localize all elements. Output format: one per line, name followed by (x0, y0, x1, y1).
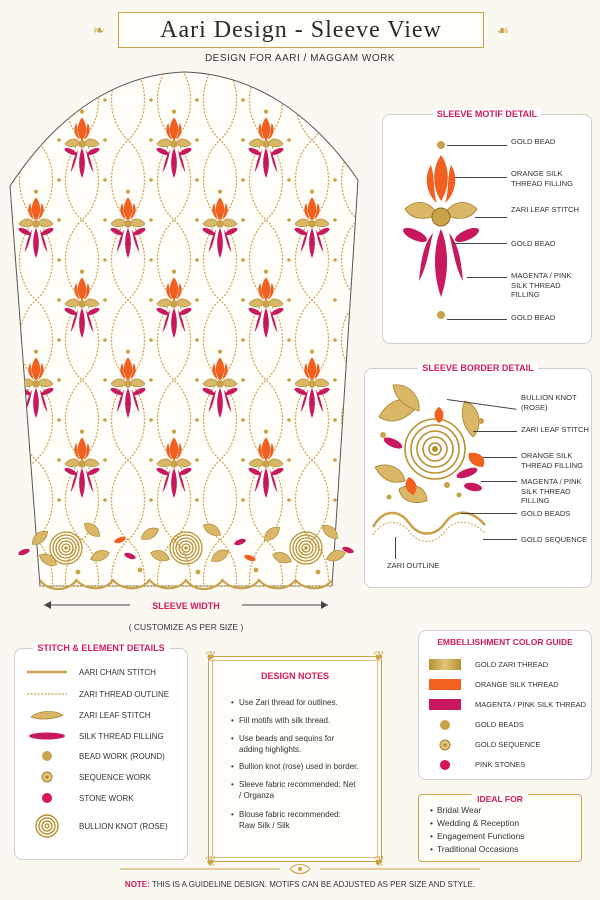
scatter-bead (57, 498, 61, 502)
border-detail-title: SLEEVE BORDER DETAIL (418, 363, 537, 373)
scatter-bead (333, 258, 337, 262)
scatter-bead (57, 338, 61, 342)
motif-label-orange-silk: ORANGE SILK THREAD FILLING (511, 169, 574, 188)
note-item: • Use beads and sequins for adding highlights. (239, 733, 359, 755)
scatter-bead (195, 298, 199, 302)
legend-label-silk: SILK THREAD FILLING (79, 731, 164, 741)
motif-label-zari-leaf: ZARI LEAF STITCH (511, 205, 579, 214)
design-notes-panel (205, 648, 385, 869)
border-bead (254, 568, 259, 573)
scatter-bead (287, 378, 291, 382)
scatter-bead (57, 298, 61, 302)
legend-label-chain: AARI CHAIN STITCH (79, 667, 156, 677)
gold-bead-icon (439, 719, 451, 731)
legend-row-leaf (27, 708, 151, 722)
scatter-bead (241, 418, 245, 422)
footer-divider (120, 862, 480, 876)
scatter-bead (241, 178, 245, 182)
scatter-bead (149, 98, 153, 102)
border-label-magenta-silk: MAGENTA / PINK SILK THREAD FILLING (521, 477, 582, 505)
scatter-bead (103, 498, 107, 502)
scatter-bead (57, 218, 61, 222)
scatter-bead (103, 298, 107, 302)
color-row-pink-stones (429, 759, 525, 770)
sleeve-illustration (0, 60, 370, 620)
border-label-zari-outline: ZARI OUTLINE (387, 561, 440, 570)
sequence-icon (41, 771, 53, 783)
scatter-bead (333, 178, 337, 182)
scatter-bead (149, 218, 153, 222)
color-row-gold-sequence (429, 739, 540, 750)
page-title: Aari Design - Sleeve View (160, 16, 442, 43)
scatter-bead (57, 138, 61, 142)
scatter-bead (287, 218, 291, 222)
chain-stitch-icon (27, 668, 67, 676)
title-box (93, 12, 509, 48)
scatter-bead (287, 298, 291, 302)
footer-note-label: NOTE: (124, 880, 150, 889)
scatter-bead (149, 498, 153, 502)
scatter-bead (287, 98, 291, 102)
legend-row-bead (27, 749, 165, 763)
motif-detail-title: SLEEVE MOTIF DETAIL (433, 109, 541, 119)
stone-icon (41, 792, 53, 804)
flourish-right-icon: ☙ (496, 21, 509, 38)
bullion-knot-icon (34, 813, 60, 839)
scatter-bead (287, 178, 291, 182)
scatter-bead (103, 98, 107, 102)
scatter-bead (57, 178, 61, 182)
note-item: • Fill motifs with silk thread. (239, 715, 359, 726)
motif-label-gold-bead-bottom: GOLD BEAD (511, 313, 556, 322)
scatter-bead (333, 378, 337, 382)
scatter-bead (149, 338, 153, 342)
gold-zari-swatch (429, 659, 461, 670)
color-guide-panel (418, 630, 592, 780)
note-item: • Blouse fabric recommended: Raw Silk / Silk (239, 809, 359, 831)
scatter-bead (57, 258, 61, 262)
scatter-bead (149, 298, 153, 302)
corner-flourish-icon: ❦ (373, 648, 385, 664)
scatter-bead (149, 178, 153, 182)
ideal-for-panel (418, 794, 582, 862)
legend-row-bullion (27, 813, 168, 839)
border-detail-panel (364, 363, 592, 588)
scatter-bead (241, 258, 245, 262)
note-item: • Bullion knot (rose) used in border. (239, 761, 359, 772)
scatter-bead (195, 218, 199, 222)
sleeve-width-label: SLEEVE WIDTH (130, 601, 242, 611)
note-item: • Sleeve fabric recommended: Net / Organza (239, 779, 359, 801)
stone-icon (439, 759, 451, 771)
scatter-bead (103, 258, 107, 262)
scatter-bead (195, 338, 199, 342)
gold-bead-icon (41, 750, 53, 762)
legend-label-bullion: BULLION KNOT (ROSE) (79, 821, 168, 831)
border-bead (76, 570, 81, 575)
stitch-details-panel (14, 643, 188, 860)
scatter-bead (103, 138, 107, 142)
note-item: • Use Zari thread for outlines. (239, 697, 359, 708)
ideal-item: • Wedding & Reception (437, 818, 519, 828)
border-bead (316, 570, 321, 575)
color-row-magenta (429, 699, 586, 710)
scatter-bead (241, 298, 245, 302)
color-label: ORANGE SILK THREAD (475, 680, 559, 689)
legend-row-stone (27, 791, 134, 805)
scatter-bead (103, 378, 107, 382)
border-label-orange-silk: ORANGE SILK THREAD FILLING (521, 451, 584, 470)
scatter-bead (103, 178, 107, 182)
color-row-orange (429, 679, 559, 690)
legend-label-leaf: ZARI LEAF STITCH (79, 710, 151, 720)
scatter-bead (287, 338, 291, 342)
sequence-icon (439, 739, 451, 751)
scatter-bead (103, 418, 107, 422)
scatter-bead (57, 98, 61, 102)
scatter-bead (57, 418, 61, 422)
scatter-bead (149, 378, 153, 382)
ideal-item: • Bridal Wear (437, 805, 481, 815)
border-label-zari-leaf: ZARI LEAF STITCH (521, 425, 589, 434)
scatter-bead (195, 378, 199, 382)
motif-label-gold-bead-top: GOLD BEAD (511, 137, 556, 146)
motif-detail-illustration (393, 137, 489, 337)
corner-flourish-icon: ❦ (205, 648, 217, 664)
scatter-bead (195, 458, 199, 462)
scatter-bead (149, 138, 153, 142)
legend-label-stone: STONE WORK (79, 793, 134, 803)
scatter-bead (333, 458, 337, 462)
scatter-bead (333, 338, 337, 342)
scatter-bead (57, 378, 61, 382)
border-bead (196, 570, 201, 575)
scatter-bead (287, 458, 291, 462)
scatter-bead (195, 258, 199, 262)
page-subtitle: DESIGN FOR AARI / MAGGAM WORK (204, 53, 396, 64)
stitch-details-title: STITCH & ELEMENT DETAILS (33, 643, 168, 653)
motif-label-magenta-silk: MAGENTA / PINK SILK THREAD FILLING (511, 271, 572, 299)
design-notes-title: DESIGN NOTES (260, 671, 329, 681)
color-label: GOLD BEADS (475, 720, 524, 729)
ideal-item: • Engagement Functions (437, 831, 524, 841)
scatter-bead (103, 458, 107, 462)
motif-label-gold-bead-mid: GOLD BEAD (511, 239, 556, 248)
scatter-bead (241, 458, 245, 462)
scatter-bead (241, 218, 245, 222)
legend-row-outline (27, 687, 169, 701)
corner-flourish-icon: ❦ (373, 853, 385, 869)
color-label: MAGENTA / PINK SILK THREAD (475, 700, 586, 709)
scatter-bead (149, 458, 153, 462)
scatter-bead (333, 98, 337, 102)
scatter-bead (195, 98, 199, 102)
sleeve-width-note: ( CUSTOMIZE AS PER SIZE ) (128, 622, 244, 632)
scatter-bead (103, 218, 107, 222)
corner-flourish-icon: ❦ (205, 853, 217, 869)
border-bead (138, 568, 143, 573)
scatter-bead (287, 138, 291, 142)
scatter-bead (241, 378, 245, 382)
scatter-bead (287, 258, 291, 262)
orange-silk-swatch (429, 679, 461, 690)
zari-leaf-icon (27, 709, 67, 721)
ideal-item: • Traditional Occasions (437, 844, 518, 854)
scatter-bead (333, 218, 337, 222)
scatter-bead (333, 298, 337, 302)
zari-outline-icon (27, 690, 67, 698)
color-label: GOLD SEQUENCE (475, 740, 541, 749)
border-silk-petal (17, 548, 30, 557)
silk-filling-icon (27, 731, 67, 741)
border-label-gold-beads: GOLD BEADS (521, 509, 571, 518)
footer-note-text: THIS IS A GUIDELINE DESIGN. MOTIFS CAN BE ADJUSTED AS PER SIZE AND STYLE. (151, 880, 476, 889)
border-label-bullion-knot: BULLION KNOT (ROSE) (521, 393, 577, 412)
scatter-bead (241, 98, 245, 102)
legend-label-sequence: SEQUENCE WORK (79, 772, 152, 782)
scatter-bead (333, 138, 337, 142)
lattice-line (0, 60, 7, 620)
scatter-bead (195, 498, 199, 502)
scatter-bead (241, 338, 245, 342)
legend-row-silk (27, 729, 164, 743)
color-guide-title: EMBELLISHMENT COLOR GUIDE (437, 637, 573, 647)
flourish-left-icon: ❧ (93, 21, 105, 38)
legend-row-chain (27, 665, 156, 679)
scatter-bead (195, 138, 199, 142)
magenta-silk-swatch (429, 699, 461, 710)
color-row-gold-zari (429, 659, 548, 670)
scatter-bead (149, 258, 153, 262)
legend-label-outline: ZARI THREAD OUTLINE (79, 689, 170, 699)
scatter-bead (287, 498, 291, 502)
scatter-bead (333, 498, 337, 502)
scatter-bead (195, 418, 199, 422)
color-row-gold-beads (429, 719, 524, 730)
border-label-gold-sequence: GOLD SEQUENCE (521, 535, 588, 544)
color-label: GOLD ZARI THREAD (475, 660, 549, 669)
footer-note (0, 880, 600, 889)
legend-row-sequence (27, 770, 151, 784)
color-label: PINK STONES (475, 760, 526, 769)
scatter-bead (103, 338, 107, 342)
scatter-bead (333, 418, 337, 422)
scatter-bead (195, 178, 199, 182)
scatter-bead (287, 418, 291, 422)
legend-label-bead: BEAD WORK (ROUND) (79, 751, 165, 761)
scatter-bead (241, 498, 245, 502)
scatter-bead (241, 138, 245, 142)
ideal-for-title: IDEAL FOR (472, 794, 528, 804)
scatter-bead (149, 418, 153, 422)
scatter-bead (57, 458, 61, 462)
motif-detail-panel (382, 109, 592, 344)
